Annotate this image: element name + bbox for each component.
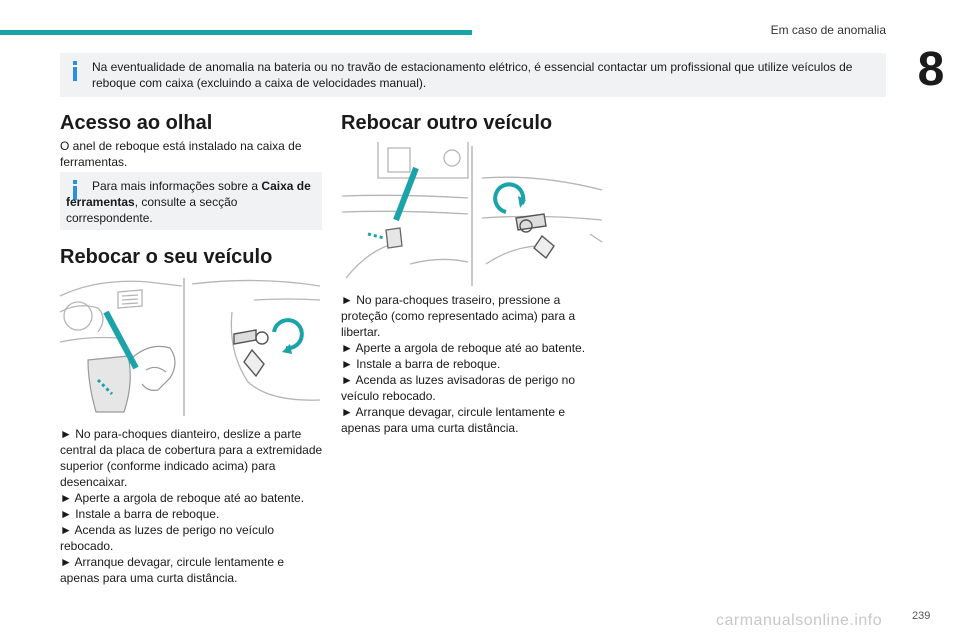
list-item: ► Instale a barra de reboque. (341, 357, 501, 371)
access-body: O anel de reboque está instalado na caixa de ferramentas. (60, 139, 302, 169)
watermark: carmanualsonline.info (716, 612, 883, 629)
list-item: ► No para-choques traseiro, pressione a proteção (como representado acima) para a libertar. (341, 293, 576, 339)
tow-own-steps (60, 426, 324, 586)
list-item: ► No para-choques dianteiro, deslize a parte central da placa de cobertura para a extremidade superior (conforme indicado acima) para desencaixar. (60, 427, 323, 489)
top-notice-box (60, 53, 886, 97)
header-accent-bar (0, 30, 472, 35)
list-item: ► Acenda as luzes avisadoras de perigo no veículo rebocado. (341, 373, 576, 403)
heading-tow-other: Rebocar outro veículo (341, 112, 553, 134)
top-notice-text: Na eventualidade de anomalia na bateria ou no travão de estacionamento elétrico, é essencial contactar um profissional que utilize veículos de reboque com caixa (excluindo a caixa de velocidades manual). (92, 60, 853, 90)
rear-tow-illustration (340, 138, 604, 290)
heading-tow-own: Rebocar o seu veículo (60, 246, 273, 268)
list-item: ► Aperte a argola de reboque até ao batente. (60, 491, 305, 505)
access-info-text: Para mais informações sobre a Caixa de ferramentas, consulte a secção correspondente. (66, 179, 311, 225)
list-item: ► Arranque devagar, circule lentamente e apenas para uma curta distância. (341, 405, 566, 435)
chapter-title: Em caso de anomalia (770, 23, 886, 37)
page-number: 239 (912, 610, 931, 622)
list-item: ► Instale a barra de reboque. (60, 507, 220, 521)
heading-access: Acesso ao olhal (60, 112, 213, 134)
list-item: ► Acenda as luzes de perigo no veículo rebocado. (60, 523, 275, 553)
tow-other-steps (341, 292, 605, 436)
list-item: ► Aperte a argola de reboque até ao batente. (341, 341, 586, 355)
list-item: ► Arranque devagar, circule lentamente e apenas para uma curta distância. (60, 555, 285, 585)
toolbox-bold: Caixa de ferramentas (66, 179, 311, 209)
front-tow-illustration (58, 272, 322, 416)
access-info-box (60, 172, 322, 230)
chapter-number: 8 (917, 43, 945, 96)
